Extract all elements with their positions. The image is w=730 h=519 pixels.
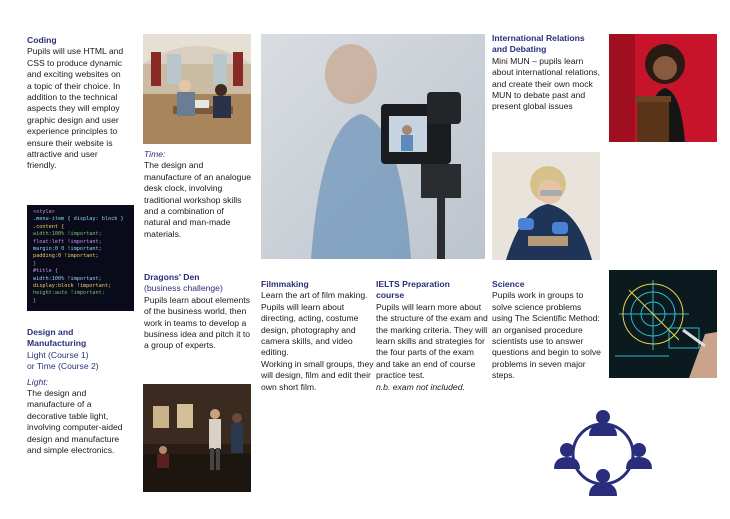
coding-body: Pupils will use HTML and CSS to produce dynamic and exciting websites on a topic of their choice. In addition to the technical aspects they will employ graphic design and user experience principles to ensure their website is attractive and user friendly. <box>27 46 124 171</box>
science-title: Science <box>492 279 525 289</box>
time-label: Time: <box>144 149 166 159</box>
design-title-1: Design and <box>27 327 74 337</box>
dragons-subtitle: (business challenge) <box>144 283 223 294</box>
code-line: .content { <box>33 223 65 230</box>
coding-section <box>27 35 125 172</box>
film-title: Filmmaking <box>261 279 309 289</box>
ir-body: Mini MUN – pupils learn about international relations, and create their own mock MUN to debate past and present global issues <box>492 55 600 112</box>
code-line: padding:0 !important; <box>33 253 99 260</box>
ir-section <box>492 33 604 113</box>
filmmaking-photo <box>261 34 485 259</box>
design-course-1: Light (Course 1) <box>27 349 89 360</box>
ir-title-2: and Debating <box>492 44 547 55</box>
code-line: } <box>33 260 37 267</box>
code-line: height:auto !important; <box>33 290 105 297</box>
group-network-icon <box>554 408 652 500</box>
code-screen-photo <box>27 205 134 311</box>
dragons-section <box>144 272 254 352</box>
design-title-2: Manufacturing <box>27 338 87 349</box>
ielts-body: Pupils will learn more about the structure of the exam and the marking criteria. They will learn skills and strategies for the four parts of the exam and take an end of course practice test. <box>376 301 488 381</box>
debate-photo <box>609 34 717 142</box>
time-section <box>144 149 252 240</box>
stage-photo <box>143 384 251 492</box>
code-line: float:left !important; <box>33 238 102 245</box>
dragons-body: Pupils learn about elements of the business world, then work in teams to develop a business idea and pitch it to a group of experts. <box>144 294 251 351</box>
design-section <box>27 327 129 456</box>
code-line: width:100% !important; <box>33 275 102 282</box>
code-line: display:block !important; <box>33 283 112 290</box>
film-section <box>261 279 375 393</box>
code-line: #title { <box>33 268 58 275</box>
dragons-title: Dragons' Den <box>144 272 200 282</box>
film-body-1: Learn the art of film making. Pupils will learn about directing, acting, costume design, photography and camera skills, and video editing. <box>261 290 368 358</box>
light-body: The design and manufacture of a decorative table light, involving computer-aided design and manufacture and simple electronics. <box>27 388 123 456</box>
design-course-2: or Time (Course 2) <box>27 361 99 372</box>
cad-drawing-photo <box>609 270 717 378</box>
film-body-2: Working in small groups, they will design, film and edit their own short film. <box>261 358 374 392</box>
time-body: The design and manufacture of an analogue desk clock, involving traditional workshop skills and a combination of natural and man-made materials. <box>144 160 252 239</box>
coding-title: Coding <box>27 35 57 45</box>
ielts-section <box>376 279 488 393</box>
light-label: Light: <box>27 376 49 387</box>
scientist-photo <box>492 152 600 260</box>
ir-title-1: International Relations <box>492 33 585 43</box>
ielts-note: n.b. exam not included. <box>376 381 465 392</box>
science-section <box>492 279 602 382</box>
ielts-title-2: course <box>376 290 405 301</box>
code-line: <style> <box>33 209 55 215</box>
science-body: Pupils work in groups to solve science problems using The Scientific Method: an organised procedure scientists use to answer questions and begin to solve problems in seven major steps. <box>492 290 601 381</box>
workshop-photo <box>143 34 251 144</box>
code-line: } <box>33 297 37 304</box>
code-line: width:100% !important; <box>33 231 102 238</box>
code-line: .menu-item { display: block } <box>33 216 124 223</box>
code-line: margin:0 0 !important; <box>33 246 102 253</box>
code-lines <box>33 209 128 305</box>
ielts-title-1: IELTS Preparation <box>376 279 450 289</box>
